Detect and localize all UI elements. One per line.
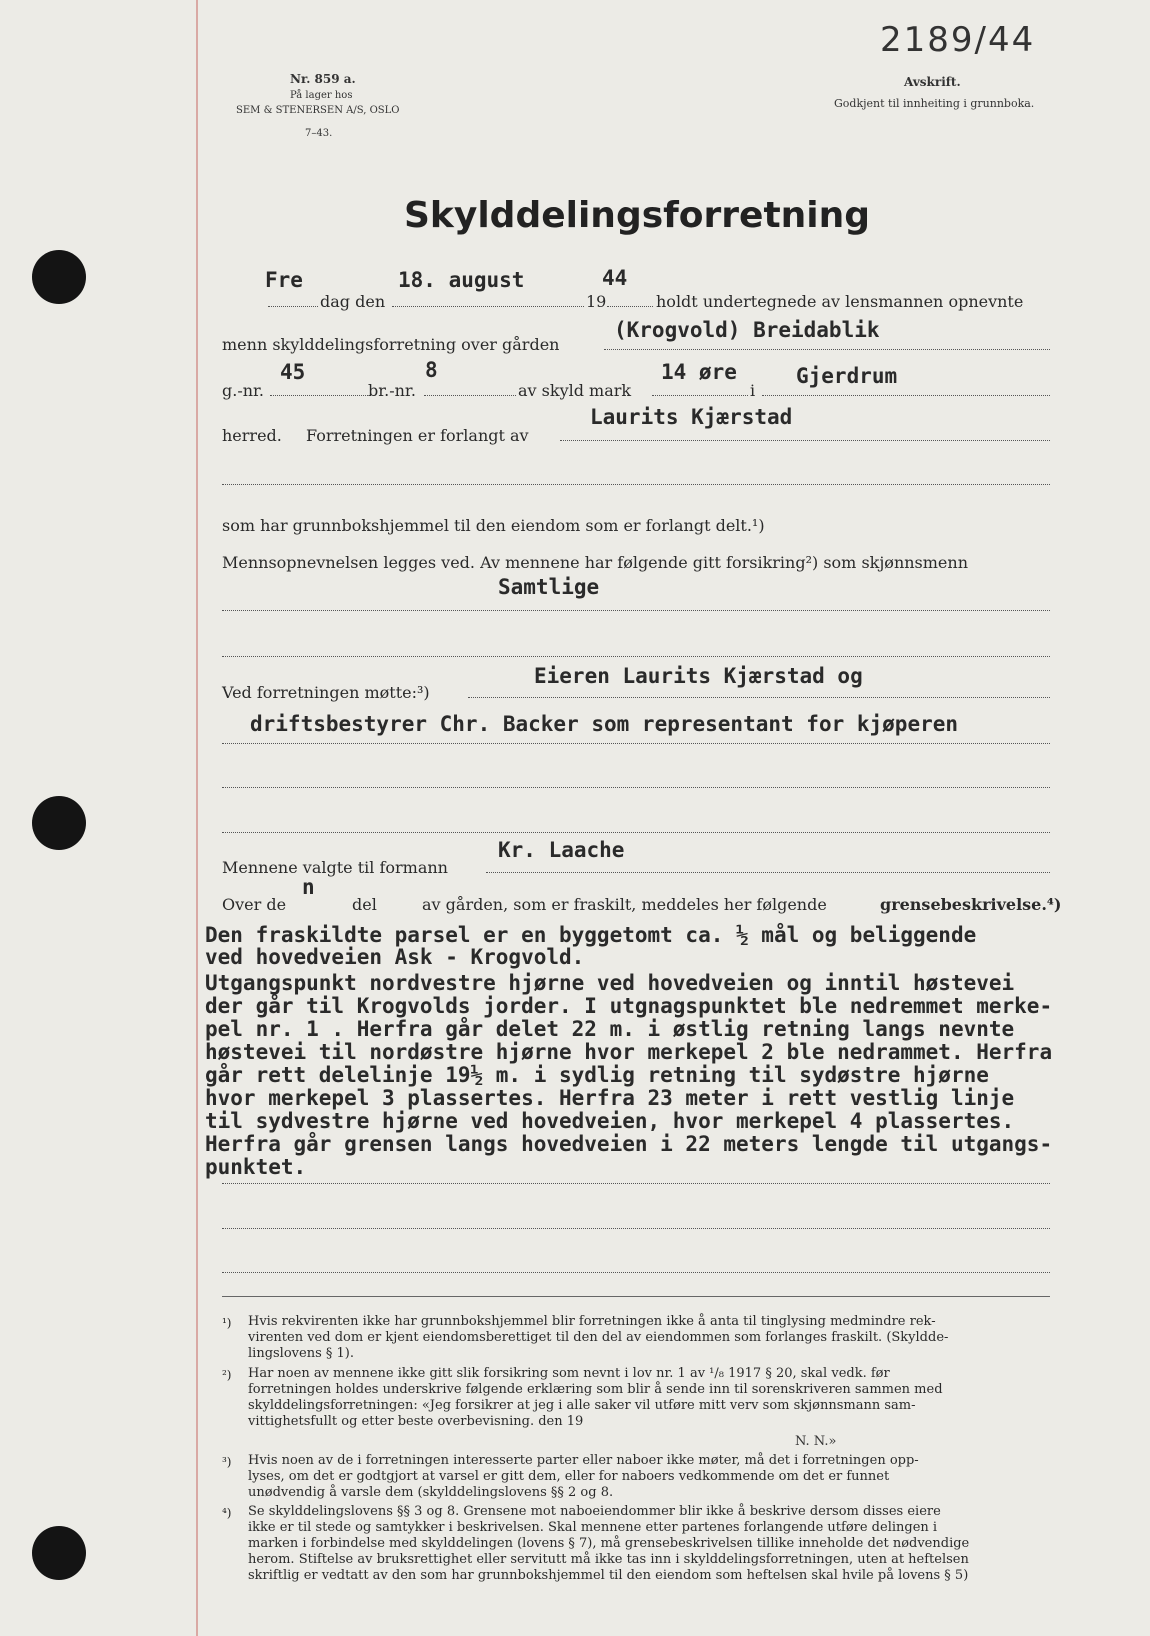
separator-rule [222, 1296, 1050, 1297]
dotted-line [486, 872, 1050, 873]
copy-label: Avskrift. [904, 75, 961, 89]
footnote-line: skriftlig er vedtatt av den som har grunnbokshjemmel til den eiendom som heftelsen skal hvile på lovens § 5) [248, 1568, 969, 1583]
dotted-line [222, 787, 1050, 788]
gnr-value: 45 [280, 360, 306, 384]
footnote [248, 1504, 1048, 1584]
description-line: hvor merkepel 3 plassertes. Herfra 23 meter i rett vestlig linje [205, 1086, 1015, 1110]
year: 44 [602, 266, 628, 290]
label-forlangt: Forretningen er forlangt av [306, 426, 529, 445]
dotted-line [268, 306, 318, 307]
description-line: går rett delelinje 19½ m. i sydlig retning til sydøstre hjørne [205, 1063, 989, 1087]
skyld-value: 14 øre [661, 360, 737, 384]
label-skyld: av skyld mark [518, 381, 632, 400]
signature-placeholder: N. N.» [795, 1434, 837, 1449]
page-title: Skylddelingsforretning [404, 195, 871, 236]
label-holdt: holdt undertegnede av lensmannen opnevnte [656, 292, 1024, 311]
footnote [248, 1453, 1048, 1501]
dotted-line [222, 832, 1050, 833]
description-line: punktet. [205, 1155, 307, 1179]
dotted-line [392, 306, 584, 307]
label-herred: herred. [222, 426, 282, 445]
farm-names: (Krogvold) Breidablik [614, 318, 880, 342]
footnote-number: ¹) [222, 1316, 232, 1330]
footnote-line: virenten ved dom er kjent eiendomsberettiget til den del av eiendommen som forlanges fraskilt. (Skyldde- [248, 1330, 949, 1345]
footnote-number: ³) [222, 1455, 232, 1469]
dotted-line [222, 1228, 1050, 1229]
herred-value: Gjerdrum [796, 364, 898, 388]
dotted-line [607, 306, 653, 307]
attended-line: driftsbestyrer Chr. Backer som representant for kjøperen [250, 712, 959, 736]
dotted-line [222, 1272, 1050, 1273]
dotted-line [222, 743, 1050, 744]
label-formann: Mennene valgte til formann [222, 858, 448, 877]
approval-text: Godkjent til innheiting i grunnboka. [834, 97, 1035, 110]
label-motte: Ved forretningen møtte:³) [222, 683, 430, 702]
bnr-value: 8 [425, 358, 438, 382]
dotted-line [762, 395, 1050, 396]
footnote-line: herom. Stiftelse av bruksrettighet eller servitutt må ikke tas inn i skylddelingsforretningen, uten at heftelsen [248, 1552, 969, 1567]
requested-by: Laurits Kjærstad [590, 405, 793, 429]
footnote [248, 1366, 1048, 1430]
description-line: ved hovedveien Ask - Krogvold. [205, 945, 585, 969]
label-grunnbok: som har grunnbokshjemmel til den eiendom som er forlangt delt.¹) [222, 516, 765, 535]
dotted-line [222, 1183, 1050, 1184]
footnote-number: ²) [222, 1368, 232, 1382]
label-i: i [750, 381, 756, 400]
weekday: Fre [265, 268, 303, 292]
margin-line [196, 0, 198, 1636]
label-av-garden: av gården, som er fraskilt, meddeles her følgende [422, 895, 827, 914]
punch-hole [32, 796, 86, 850]
dotted-line [424, 395, 516, 396]
description-line: der går til Krogvolds jorder. I utgnagspunktet ble nedremmet merke- [205, 994, 1053, 1018]
footnote-line: ikke er til stede og samtykker i beskrivelsen. Skal mennene etter partenes forlangende utføre delingen i [248, 1520, 938, 1535]
publisher-line: SEM & STENERSEN A/S, OSLO [236, 105, 400, 116]
footnote-line: lyses, om det er godtgjort at varsel er gitt dem, eller for naboers vedkommende om det er funnet [248, 1469, 890, 1484]
chairman: Kr. Laache [498, 838, 625, 862]
description-line: pel nr. 1 . Herfra går delet 22 m. i østlig retning langs nevnte [205, 1017, 1015, 1041]
label-gnr: g.-nr. [222, 381, 265, 400]
label-over-de: Over de [222, 895, 287, 914]
footnote [248, 1314, 1048, 1362]
punch-hole [32, 250, 86, 304]
dotted-line [222, 656, 1050, 657]
label-menn: menn skylddelingsforretning over gården [222, 335, 560, 354]
footnote-line: skylddelingsforretningen: «Jeg forsikrer at jeg i alle saker vil utføre mitt verv som skjønnsmann sam- [248, 1398, 916, 1413]
dotted-line [270, 395, 368, 396]
skjonnsmenn: Samtlige [498, 575, 600, 599]
dotted-line [604, 349, 1050, 350]
label-mennsopnevnelsen: Mennsopnevnelsen legges ved. Av mennene har følgende gitt forsikring²) som skjønnsmenn [222, 553, 969, 572]
dotted-line [468, 697, 1050, 698]
description-line: Utgangspunkt nordvestre hjørne ved hovedveien og inntil høstevei [205, 971, 1015, 995]
label-bnr: br.-nr. [368, 381, 416, 400]
label-dag-den: dag den [320, 292, 386, 311]
footnote-line: marken i forbindelse med skylddelingen (lovens § 7), må grensebeskrivelsen tillike inneholde det nødvendige [248, 1536, 970, 1551]
label-del: del [352, 895, 377, 914]
footnote-line: vittighetsfullt og etter beste overbevisning. den 19 [248, 1414, 584, 1429]
label-19: 19 [586, 292, 607, 311]
footnote-line: unødvendig å varsle dem (skylddelingslovens §§ 2 og 8. [248, 1485, 614, 1500]
footnote-line: Hvis rekvirenten ikke har grunnbokshjemmel blir forretningen ikke å anta til tinglysing medmindre rek- [248, 1314, 936, 1329]
footnote-line: Har noen av mennene ikke gitt slik forsikring som nevnt i lov nr. 1 av ¹/₈ 1917 § 20, skal vedk. før [248, 1366, 890, 1381]
dotted-line [222, 610, 1050, 611]
label-grensebeskrivelse: grensebeskrivelse.⁴) [880, 895, 1062, 914]
case-number: 2189/44 [880, 20, 1036, 60]
description-line: Herfra går grensen langs hovedveien i 22 meters lengde til utgangs- [205, 1132, 1053, 1156]
footnote-number: ⁴) [222, 1506, 232, 1520]
form-number: Nr. 859 a. [290, 72, 356, 86]
date: 18. august [398, 268, 525, 292]
publisher-line: 7–43. [305, 128, 333, 139]
footnote-line: Hvis noen av de i forretningen interesserte parter eller naboer ikke møter, må det i forretningen opp- [248, 1453, 919, 1468]
footnote-line: lingslovens § 1). [248, 1346, 354, 1361]
punch-hole [32, 1526, 86, 1580]
footnote-line: Se skylddelingslovens §§ 3 og 8. Grensene mot naboeiendommer blir ikke å beskrive dersom disses eiere [248, 1504, 941, 1519]
description-line: høstevei til nordøstre hjørne hvor merkepel 2 ble nedrammet. Herfra [205, 1040, 1053, 1064]
publisher-line: På lager hos [290, 90, 353, 101]
footnote-line: forretningen holdes underskrive følgende erklæring som blir å sende inn til sorenskriveren sammen med [248, 1382, 943, 1397]
dotted-line [560, 440, 1050, 441]
part-suffix: n [302, 875, 315, 899]
description-line: til sydvestre hjørne ved hovedveien, hvor merkepel 4 plassertes. [205, 1109, 1015, 1133]
dotted-line [652, 395, 748, 396]
dotted-line [222, 484, 1050, 485]
description-line: Den fraskildte parsel er en byggetomt ca. ½ mål og beliggende [205, 923, 977, 947]
attended-line: Eieren Laurits Kjærstad og [534, 664, 863, 688]
